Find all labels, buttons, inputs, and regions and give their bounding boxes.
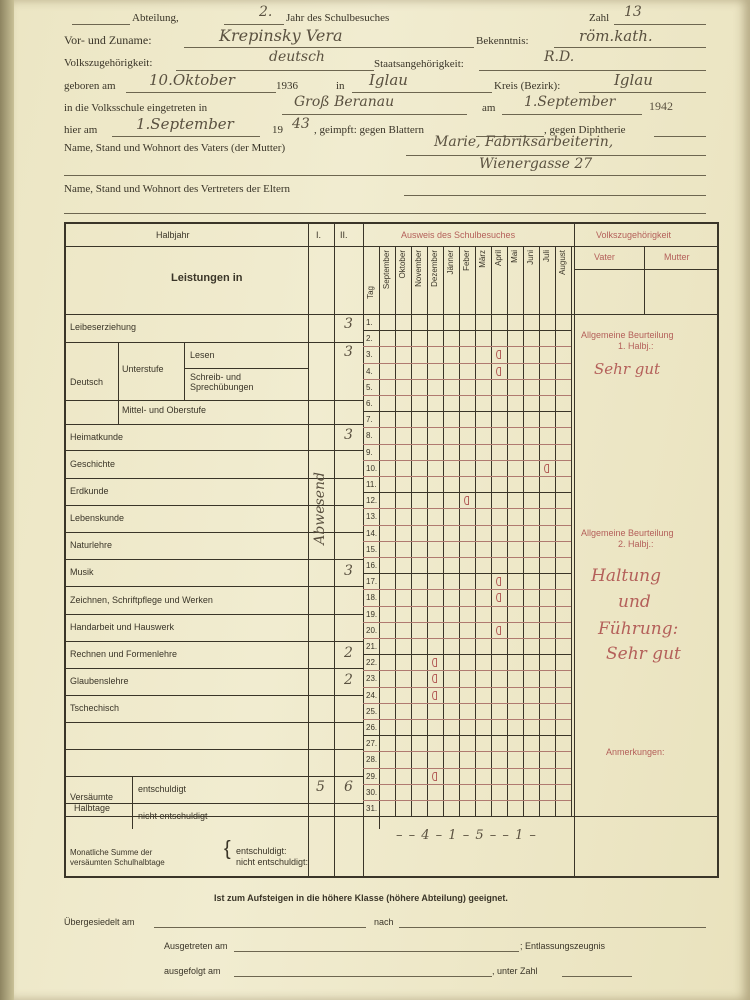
vertreter-line xyxy=(404,195,706,196)
grades-table xyxy=(64,222,719,878)
uebergesiedelt-line xyxy=(154,927,366,928)
halbjahr-header: Halbjahr xyxy=(156,230,190,240)
nicht-entschuldigt-label: nicht entschuldigt xyxy=(138,811,208,821)
ort-line xyxy=(352,92,492,93)
beurteilung2-line1: Haltung xyxy=(591,566,662,586)
subject-deutsch: Deutsch xyxy=(70,377,104,387)
col-I-note: Abwesend xyxy=(312,472,328,545)
day-number: 14. xyxy=(366,528,378,538)
bekenntnis-line xyxy=(554,47,706,48)
volks-value: deutsch xyxy=(269,49,325,65)
brace-icon: { xyxy=(224,838,231,860)
day-number: 3. xyxy=(366,350,373,360)
grade-heimat: 3 xyxy=(344,427,353,443)
day-number: 12. xyxy=(366,496,378,506)
day-number: 10. xyxy=(366,463,378,473)
subject-mittel: Mittel- und Oberstufe xyxy=(122,405,207,415)
entlassung-label: ; Entlassungszeugnis xyxy=(520,941,606,951)
subject-sprech: Sprechübungen xyxy=(190,382,254,392)
geboren-value: 10.Oktober xyxy=(149,71,235,89)
subject-lesen: Lesen xyxy=(190,350,215,360)
entschuldigt-I: 5 xyxy=(316,779,325,795)
month-12: August xyxy=(558,250,567,275)
subject-erdkunde: Erdkunde xyxy=(70,486,109,496)
staats-value: R.D. xyxy=(544,49,575,65)
ausgetreten-line xyxy=(234,951,519,952)
subject-rechnen: Rechnen und Formenlehre xyxy=(70,649,178,659)
absence-mark xyxy=(496,367,501,376)
vater-header: Vater xyxy=(594,252,615,262)
day-number: 24. xyxy=(366,690,378,700)
absence-mark xyxy=(496,626,501,635)
eingetreten-datum: 1.September xyxy=(524,94,616,110)
absence-mark xyxy=(464,496,469,505)
month-4: Dezember xyxy=(430,250,439,287)
zahl-label: Zahl xyxy=(589,12,610,24)
anmerkungen-label: Anmerkungen: xyxy=(606,747,665,757)
day-number: 21. xyxy=(366,642,378,651)
subject-zeichnen: Zeichnen, Schriftpflege und Werken xyxy=(70,595,213,605)
day-number: 4. xyxy=(366,366,373,376)
kreis-line xyxy=(579,92,706,93)
eingetreten-value: Groß Beranau xyxy=(294,94,395,110)
subject-naturlehre: Naturlehre xyxy=(70,540,113,550)
subject-heimatkunde: Heimatkunde xyxy=(70,432,124,442)
month-5: Jänner xyxy=(446,250,455,275)
staats-label: Staatsangehörigkeit: xyxy=(374,58,464,70)
nach-label: nach xyxy=(374,917,394,927)
month-8: April xyxy=(494,250,503,267)
bekenntnis-value: röm.kath. xyxy=(579,27,653,45)
geboren-label: geboren am xyxy=(64,80,116,92)
month-11: Juli xyxy=(542,250,551,263)
beurteilung2-title: Allgemeine Beurteilung xyxy=(581,528,674,538)
absence-mark xyxy=(432,691,437,700)
in-label: in xyxy=(336,80,345,92)
hier-jahr: 43 xyxy=(292,116,310,132)
eingetreten-datum-line xyxy=(502,114,642,115)
day-number: 1. xyxy=(366,318,373,327)
aufsteigen-text: Ist zum Aufsteigen in die höhere Klasse (höhere Abteilung) geeignet. xyxy=(214,893,508,903)
geboren-jahr: 1936 xyxy=(276,80,298,92)
subject-glaubenslehre: Glaubenslehre xyxy=(70,676,129,686)
mutter-header: Mutter xyxy=(664,252,690,262)
month-9: Mai xyxy=(510,250,519,263)
hier-jahr-prefix: 19 xyxy=(272,124,283,136)
hier-value: 1.September xyxy=(136,115,234,133)
vater-value: Marie, Fabriksarbeiterin, xyxy=(434,134,614,150)
beurteilung1-sub: 1. Halbj.: xyxy=(618,341,654,351)
monthly-sums: – – 4 – 1 – 5 – – 1 – xyxy=(396,828,537,843)
absence-mark xyxy=(496,593,501,602)
subject-schreib: Schreib- und xyxy=(190,372,242,382)
entschuldigt-label: entschuldigt xyxy=(138,784,187,794)
beurteilung2-line2: und xyxy=(618,592,651,612)
abteilung-line xyxy=(72,24,130,25)
volks-label: Volkszugehörigkeit: xyxy=(64,57,153,69)
hier-label: hier am xyxy=(64,124,98,136)
jahr-label: Jahr des Schulbesuches xyxy=(286,12,390,24)
grade-musik: 3 xyxy=(344,563,353,579)
day-number: 15. xyxy=(366,544,378,554)
month-3: November xyxy=(414,250,423,287)
halbtage-label: Halbtage xyxy=(74,803,111,813)
eingetreten-jahr: 1942 xyxy=(649,99,673,113)
subject-lebenskunde: Lebenskunde xyxy=(70,513,125,523)
beurteilung1-value: Sehr gut xyxy=(594,360,661,378)
tag-header: Tag xyxy=(366,286,375,299)
ausgefolgt-label: ausgefolgt am xyxy=(164,966,221,976)
month-10: Juni xyxy=(526,250,535,265)
day-number: 25. xyxy=(366,706,378,716)
bekenntnis-label: Bekenntnis: xyxy=(476,35,529,47)
vater-value-2: Wienergasse 27 xyxy=(479,156,593,172)
day-number: 9. xyxy=(366,447,373,457)
month-7: März xyxy=(478,250,487,268)
beurteilung2-line3: Führung: xyxy=(598,619,679,639)
subject-tschechisch: Tschechisch xyxy=(70,703,120,713)
absence-mark xyxy=(432,772,437,781)
absence-mark xyxy=(496,577,501,586)
day-number: 29. xyxy=(366,771,378,781)
staats-line xyxy=(479,70,706,71)
grade-glauben: 2 xyxy=(344,672,353,688)
ausgetreten-label: Ausgetreten am xyxy=(164,941,228,951)
col-I-header: I. xyxy=(316,230,322,240)
beurteilung2-line4: Sehr gut xyxy=(606,644,681,664)
col-II-header: II. xyxy=(340,230,348,240)
day-number: 31. xyxy=(366,804,378,813)
day-number: 16. xyxy=(366,561,378,570)
kreis-value: Iglau xyxy=(614,71,653,89)
monatliche-label: Monatliche Summe der xyxy=(70,848,153,857)
jahr-line xyxy=(224,24,284,25)
name-label: Vor- und Zuname: xyxy=(64,33,152,47)
unter-zahl-label: , unter Zahl xyxy=(492,966,538,976)
day-number: 6. xyxy=(366,399,373,408)
day-number: 13. xyxy=(366,512,378,522)
day-number: 17. xyxy=(366,577,378,587)
day-number: 19. xyxy=(366,609,378,619)
nicht-entschuldigt2-label: nicht entschuldigt: xyxy=(236,857,309,867)
name-value: Krepinsky Vera xyxy=(219,26,343,45)
abteilung-value: 2. xyxy=(259,4,273,20)
subject-handarbeit: Handarbeit und Hauswerk xyxy=(70,622,175,632)
ausweis-header: Ausweis des Schulbesuches xyxy=(401,230,516,240)
diphtherie-line xyxy=(654,136,706,137)
month-6: Feber xyxy=(462,250,471,271)
eingetreten-label: in die Volksschule eingetreten in xyxy=(64,102,208,114)
versaeumte-label: Versäumte xyxy=(70,792,114,802)
geboren-line xyxy=(126,92,276,93)
grade-lesen: 3 xyxy=(344,344,353,360)
absence-mark xyxy=(496,350,501,359)
unter-zahl-line xyxy=(562,976,632,977)
binding-edge xyxy=(0,0,14,1000)
day-number: 11. xyxy=(366,480,377,489)
day-number: 5. xyxy=(366,382,373,392)
month-2: Oktober xyxy=(398,250,407,279)
eingetreten-line xyxy=(282,114,467,115)
day-number: 20. xyxy=(366,625,378,635)
zahl-line xyxy=(614,24,706,25)
hier-line xyxy=(112,136,260,137)
day-number: 30. xyxy=(366,787,378,797)
vertreter-line-2 xyxy=(64,213,706,214)
subject-musik: Musik xyxy=(70,567,94,577)
day-number: 22. xyxy=(366,658,378,668)
day-number: 7. xyxy=(366,415,373,425)
name-line xyxy=(184,47,474,48)
volkszug-header: Volkszugehörigkeit xyxy=(596,230,672,240)
day-number: 27. xyxy=(366,739,378,749)
vater-label: Name, Stand und Wohnort des Vaters (der Mutter) xyxy=(64,142,286,154)
subject-geschichte: Geschichte xyxy=(70,459,116,469)
zahl-value: 13 xyxy=(624,4,642,20)
beurteilung1-title: Allgemeine Beurteilung xyxy=(581,330,674,340)
grade-rechnen: 2 xyxy=(344,645,353,661)
am-label: am xyxy=(482,102,496,114)
abteilung-label: Abteilung, xyxy=(132,12,179,24)
grade-leibes: 3 xyxy=(344,316,353,332)
day-number: 8. xyxy=(366,431,373,441)
subject-unterstufe: Unterstufe xyxy=(122,364,164,374)
day-number: 18. xyxy=(366,593,378,603)
ort-value: Iglau xyxy=(369,71,408,89)
day-number: 2. xyxy=(366,334,373,344)
kreis-label: Kreis (Bezirk): xyxy=(494,80,561,92)
entschuldigt2-label: entschuldigt: xyxy=(236,846,287,856)
ausgefolgt-line xyxy=(234,976,492,977)
subject-leibeserziehung: Leibeserziehung xyxy=(70,322,137,332)
day-number: 23. xyxy=(366,674,378,684)
school-record-page xyxy=(14,0,750,1000)
leistungen-header: Leistungen in xyxy=(171,272,243,284)
day-number: 26. xyxy=(366,723,378,732)
entschuldigt-II: 6 xyxy=(344,779,353,795)
uebergesiedelt-label: Übergesiedelt am xyxy=(64,917,135,927)
absence-mark xyxy=(544,464,549,473)
vater-line-2 xyxy=(64,175,706,176)
beurteilung2-sub: 2. Halbj.: xyxy=(618,539,654,549)
versaeumten-label: versäumten Schulhalbtage xyxy=(70,858,165,867)
geimpft-label: , geimpft: gegen Blattern xyxy=(314,124,424,136)
vertreter-label: Name, Stand und Wohnort des Vertreters der Eltern xyxy=(64,183,290,195)
day-number: 28. xyxy=(366,755,378,765)
absence-mark xyxy=(432,658,437,667)
month-1: September xyxy=(382,250,391,290)
diphtherie-label: , gegen Diphtherie xyxy=(544,124,626,136)
nach-line xyxy=(399,927,706,928)
absence-mark xyxy=(432,674,437,683)
